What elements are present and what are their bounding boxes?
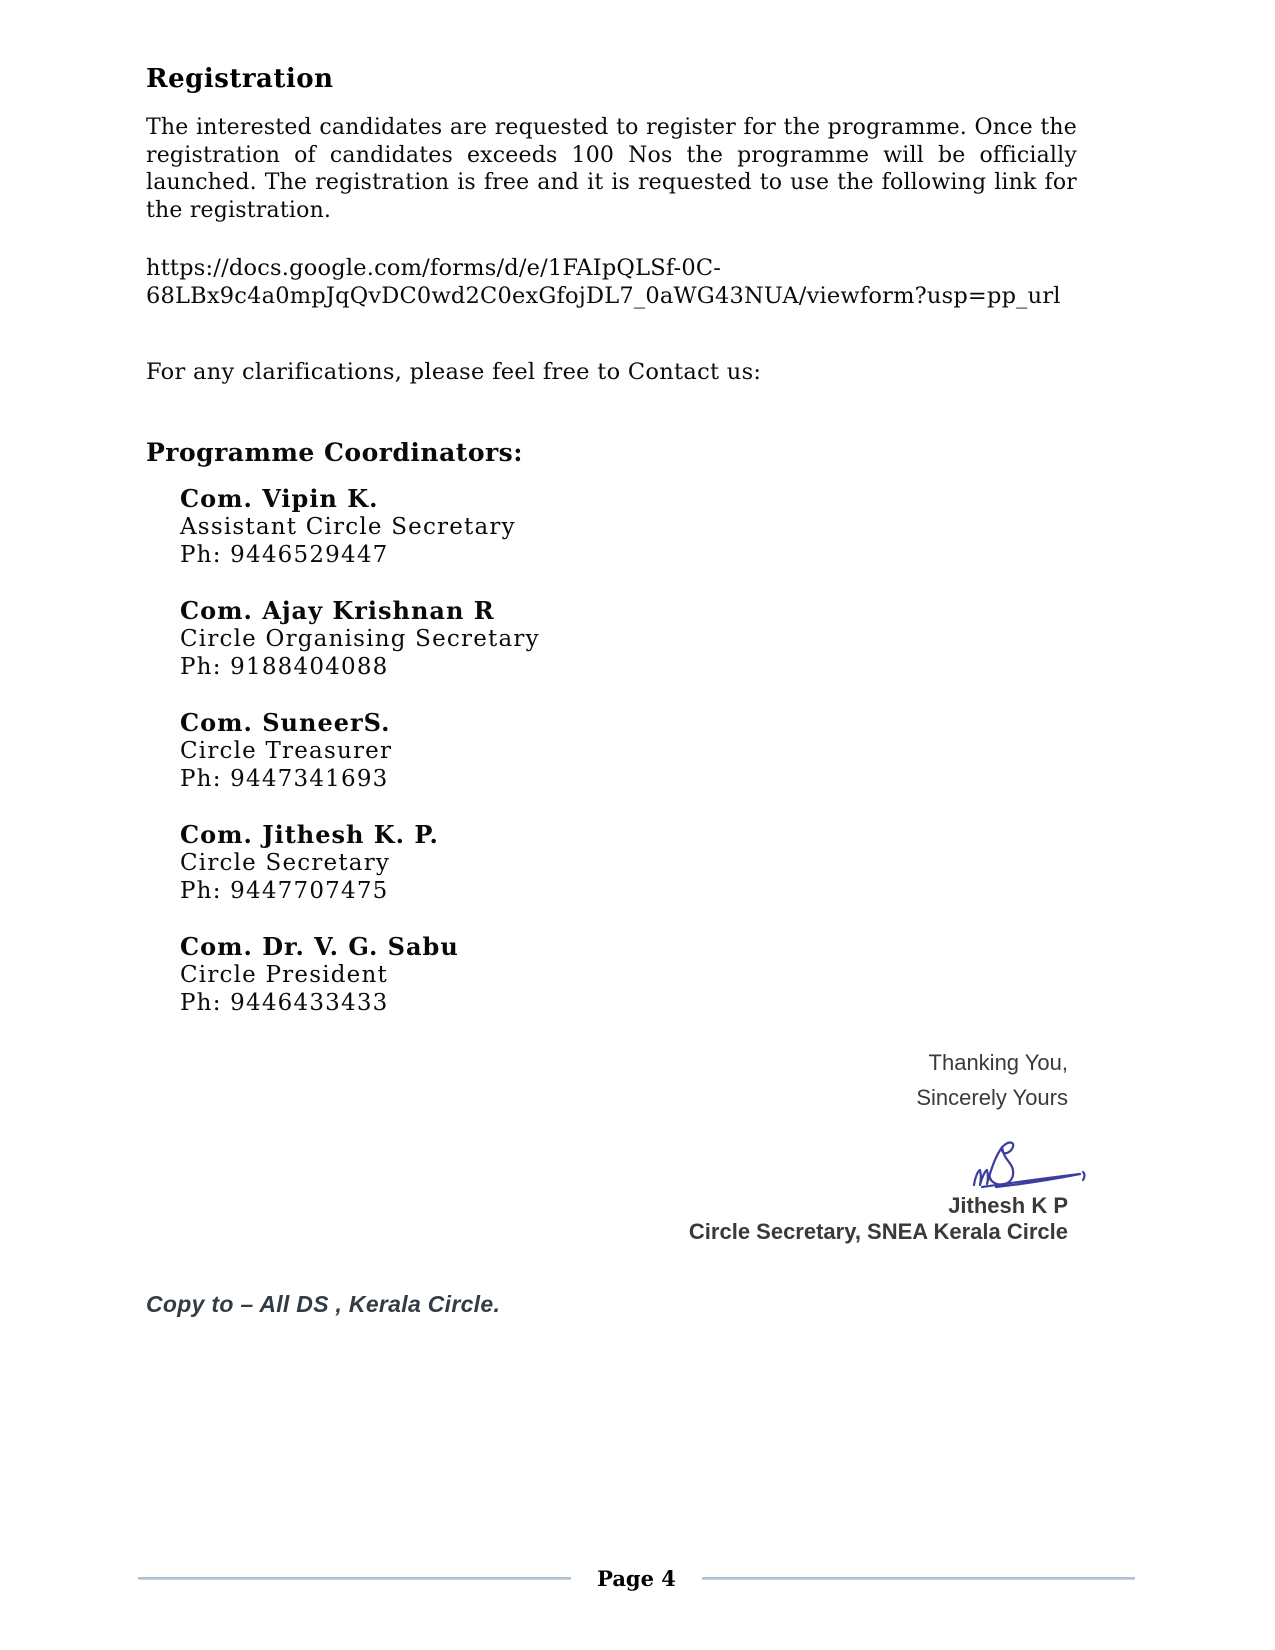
coordinator-name: Com. Dr. V. G. Sabu [180,932,459,961]
coordinator-name: Com. SuneerS. [180,708,391,737]
coordinator-entry [180,597,1077,681]
coordinator-entry [180,821,1077,905]
coordinator-title: Circle Treasurer [180,738,393,764]
sincerely-yours-text: Sincerely Yours [916,1085,1068,1110]
coordinator-title: Circle Organising Secretary [180,626,540,652]
coordinator-phone: Ph: 9446529447 [180,542,389,568]
page-footer [138,1566,1135,1591]
signatory-name: Jithesh K P [948,1193,1068,1218]
coordinator-title: Assistant Circle Secretary [180,514,516,540]
coordinator-phone: Ph: 9188404088 [180,654,389,680]
handwritten-signature-icon [146,1129,1088,1193]
coordinator-phone: Ph: 9447341693 [180,766,389,792]
footer-rule-right [702,1577,1135,1580]
coordinators-list [180,485,1077,1017]
coordinator-entry [180,485,1077,569]
coordinators-heading: Programme Coordinators: [146,438,523,467]
coordinator-name: Com. Ajay Krishnan R [180,596,495,625]
thanking-you-text: Thanking You, [928,1050,1068,1075]
closing-block [146,1045,1068,1245]
document-content [146,0,1077,1318]
coordinator-phone: Ph: 9446433433 [180,990,389,1016]
page-number: Page 4 [597,1566,676,1591]
coordinator-name: Com. Jithesh K. P. [180,820,439,849]
coordinator-name: Com. Vipin K. [180,484,379,513]
signatory-title: Circle Secretary, SNEA Kerala Circle [688,1219,1068,1244]
footer-rule-left [138,1577,571,1580]
coordinator-phone: Ph: 9447707475 [180,878,389,904]
coordinator-title: Circle President [180,962,388,988]
registration-form-link[interactable]: https://docs.google.com/forms/d/e/1FAIpQLSf-0C-68LBx9c4a0mpJqQvDC0wd2C0exGfojDL7_0aWG43NUA/viewform?usp=pp_url [146,255,1061,309]
coordinator-entry [180,933,1077,1017]
registration-paragraph: The interested candidates are requested to register for the programme. Once the registration of candidates exceeds 100 Nos the programme will be officially launched. The registration is free and it is requested to use the following link for the registration. [146,115,1077,223]
coordinator-title: Circle Secretary [180,850,391,876]
copy-to-line: Copy to – All DS , Kerala Circle. [146,1291,501,1317]
clarifications-text: For any clarifications, please feel free to Contact us: [146,359,762,385]
coordinator-entry [180,709,1077,793]
registration-heading: Registration [146,64,334,94]
